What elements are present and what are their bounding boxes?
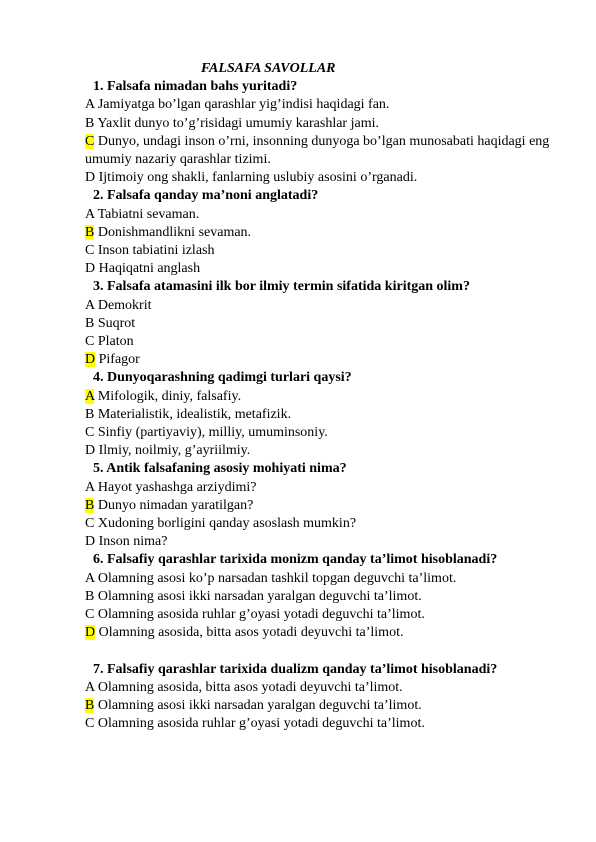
answer-option (85, 242, 555, 260)
question-number: 1. (93, 79, 104, 95)
question-block (85, 661, 555, 734)
answer-letter: D (85, 261, 96, 277)
answer-option (85, 679, 555, 697)
answer-text: Hayot yashashga arziydimi? (94, 479, 257, 495)
question-list (85, 78, 555, 733)
question-heading (85, 187, 555, 205)
answer-option (85, 515, 555, 533)
answer-text: Haqiqatni anglash (95, 261, 201, 277)
answer-letter: B (85, 315, 95, 331)
answer-option (85, 333, 555, 351)
answer-text: Olamning asosida ruhlar g’oyasi yotadi deguvchi ta’limot. (94, 607, 425, 623)
answer-text: Dunyo nimadan yaratilgan? (94, 497, 254, 513)
answer-option (85, 315, 555, 333)
answer-option (85, 351, 555, 369)
answer-letter-highlighted: D (85, 352, 96, 368)
answer-option (85, 479, 555, 497)
question-heading (85, 278, 555, 296)
question-text: Falsafiy qarashlar tarixida monizm qanday ta’limot hisoblanadi? (103, 552, 498, 568)
answer-letter: C (85, 607, 95, 623)
question-number: 7. (93, 661, 104, 677)
question-heading (85, 460, 555, 478)
answer-option (85, 96, 555, 114)
answer-letter: A (85, 97, 95, 113)
question-block (85, 278, 555, 369)
question-block (85, 460, 555, 551)
answer-option (85, 424, 555, 442)
answer-text: Olamning asosida ruhlar g’oyasi yotadi deguvchi ta’limot. (94, 716, 425, 732)
answer-text: Dunyo, undagi inson o’rni, insonning dunyoga bo’lgan munosabati haqidagi eng umumiy nazariy qarashlar tizimi. (85, 133, 550, 168)
answer-text: Platon (94, 334, 134, 350)
answer-text: Jamiyatga bo’lgan qarashlar yig’indisi haqidagi fan. (94, 97, 390, 113)
answer-option (85, 406, 555, 424)
answer-text: Tabiatni sevaman. (94, 206, 200, 222)
answer-option (85, 224, 555, 242)
answer-text: Olamning asosi ikki narsadan yaralgan deguvchi ta’limot. (94, 588, 422, 604)
answer-letter: C (85, 716, 95, 732)
answer-letter-highlighted: B (85, 697, 95, 713)
question-text: Falsafiy qarashlar tarixida dualizm qanday ta’limot hisoblanadi? (103, 661, 498, 677)
answer-letter: B (85, 406, 95, 422)
question-text: Falsafa nimadan bahs yuritadi? (103, 79, 298, 95)
answer-letter-highlighted: D (85, 625, 96, 641)
answer-option (85, 606, 555, 624)
answer-letter: C (85, 516, 95, 532)
answer-letter-highlighted: C (85, 133, 95, 149)
answer-option (85, 442, 555, 460)
question-number: 6. (93, 552, 104, 568)
question-text: Falsafa qanday ma’noni anglatadi? (103, 188, 319, 204)
answer-text: Mifologik, diniy, falsafiy. (94, 388, 242, 404)
answer-option (85, 624, 555, 642)
answer-option (85, 570, 555, 588)
answer-text: Xudoning borligini qanday asoslash mumkin? (94, 516, 357, 532)
answer-letter: A (85, 297, 95, 313)
question-text: Dunyoqarashning qadimgi turlari qaysi? (103, 370, 352, 386)
document-title: FALSAFA SAVOLLAR (201, 61, 336, 76)
question-text: Antik falsafaning asosiy mohiyati nima? (103, 461, 347, 477)
answer-letter-highlighted: B (85, 497, 95, 513)
answer-text: Pifagor (95, 352, 140, 368)
question-number: 3. (93, 279, 104, 295)
answer-text: Materialistik, idealistik, metafizik. (94, 406, 292, 422)
answer-letter: A (85, 479, 95, 495)
document-body (85, 60, 555, 733)
question-heading (85, 661, 555, 679)
answer-option (85, 533, 555, 551)
answer-option (85, 169, 555, 187)
answer-letter: D (85, 443, 96, 459)
answer-text: Inson nima? (95, 534, 168, 550)
answer-letter: C (85, 334, 95, 350)
question-heading (85, 78, 555, 96)
answer-option (85, 115, 555, 133)
answer-option (85, 297, 555, 315)
question-block (85, 78, 555, 187)
answer-text: Ilmiy, noilmiy, g’ayriilmiy. (95, 443, 251, 459)
question-number: 4. (93, 370, 104, 386)
question-heading (85, 369, 555, 387)
answer-text: Yaxlit dunyo to’g’risidagi umumiy karashlar jami. (94, 115, 379, 131)
question-number: 2. (93, 188, 104, 204)
answer-text: Suqrot (94, 315, 136, 331)
answer-option (85, 497, 555, 515)
answer-option (85, 206, 555, 224)
answer-option (85, 697, 555, 715)
question-text: Falsafa atamasini ilk bor ilmiy termin sifatida kiritgan olim? (103, 279, 470, 295)
question-number: 5. (93, 461, 104, 477)
answer-text: Olamning asosida, bitta asos yotadi deyuvchi ta’limot. (95, 625, 404, 641)
answer-option (85, 260, 555, 278)
answer-text: Ijtimoiy ong shakli, fanlarning uslubiy asosini o’rganadi. (95, 170, 418, 186)
answer-letter: D (85, 534, 96, 550)
answer-text: Olamning asosi ko’p narsadan tashkil topgan deguvchi ta’limot. (94, 570, 457, 586)
answer-text: Olamning asosi ikki narsadan yaralgan deguvchi ta’limot. (94, 697, 422, 713)
answer-letter-highlighted: A (85, 388, 95, 404)
answer-option (85, 133, 555, 169)
answer-text: Inson tabiatini izlash (94, 243, 215, 259)
answer-option (85, 588, 555, 606)
answer-text: Sinfiy (partiyaviy), milliy, umuminsoniy. (94, 425, 328, 441)
answer-letter: A (85, 679, 95, 695)
answer-text: Olamning asosida, bitta asos yotadi deyuvchi ta’limot. (94, 679, 403, 695)
blank-line (85, 643, 555, 661)
answer-letter: C (85, 425, 95, 441)
answer-option (85, 388, 555, 406)
answer-letter: A (85, 570, 95, 586)
question-block (85, 187, 555, 278)
answer-option (85, 715, 555, 733)
answer-letter: B (85, 115, 95, 131)
answer-letter-highlighted: B (85, 224, 95, 240)
answer-text: Donishmandlikni sevaman. (94, 224, 252, 240)
answer-text: Demokrit (94, 297, 152, 313)
answer-letter: B (85, 588, 95, 604)
question-block (85, 369, 555, 460)
question-heading (85, 551, 555, 569)
answer-letter: D (85, 170, 96, 186)
question-block (85, 551, 555, 642)
answer-letter: C (85, 243, 95, 259)
answer-letter: A (85, 206, 95, 222)
